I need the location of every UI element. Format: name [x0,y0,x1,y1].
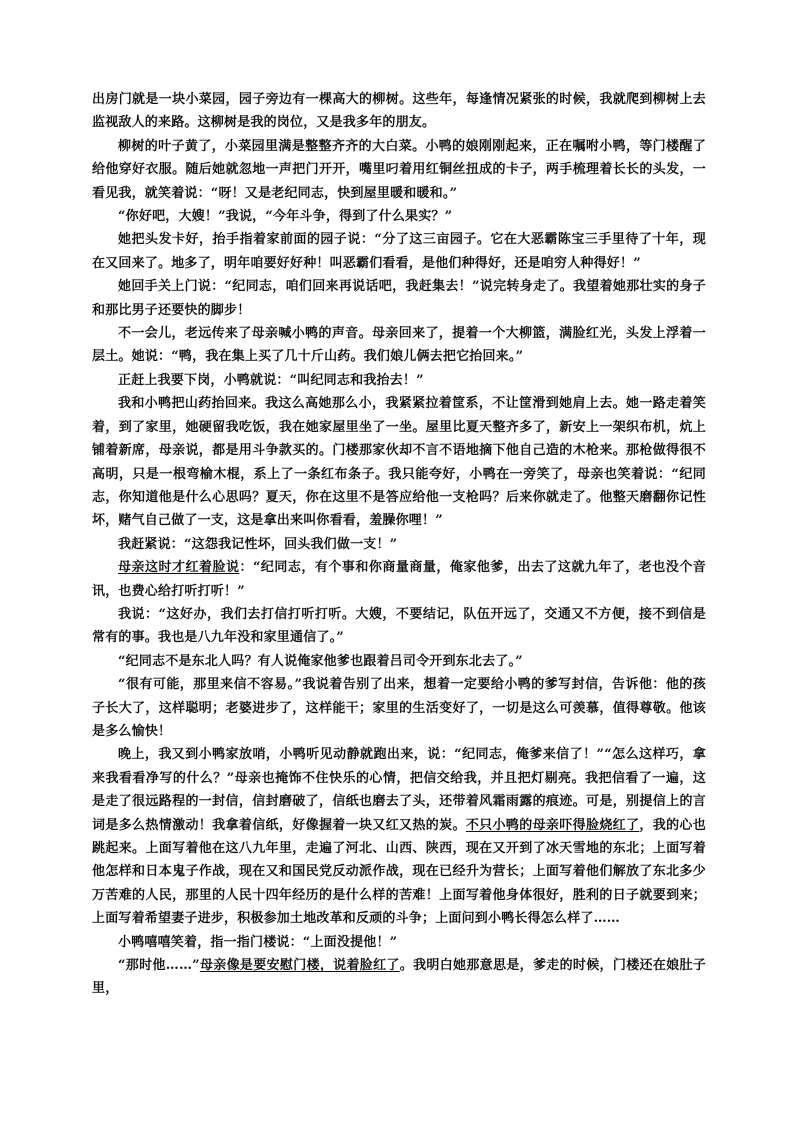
document-page [92,88,706,1001]
paragraph-text: ，我的心也跳起来。上面写着他在这八九年里，走遍了河北、山西、陕西，现在又开到了冰天雪地的东北；上面写着他怎样和日本鬼子作战，现在又和国民党反动派作战，现在已经升为营长；上面写着他们解放了东北多少万苦难的人民，那里的人民十四年经历的是什么样的苦难！上面写着他身体很好，胜利的日子就要到来；上面写着希望妻子进步，积极参加土地改革和反顽的斗争；上面问到小鸭长得怎么样了…… [92,817,706,927]
paragraph: 柳树的叶子黄了，小菜园里满是整整齐齐的大白菜。小鸭的娘刚刚起来，正在嘱咐小鸭，等门楼醒了给他穿好衣服。随后她就忽地一声把门开开，嘴里叼着用红铜丝扭成的卡子，两手梳理着长长的头发，一看见我，就笑着说：“呀！又是老纪同志，快到屋里暖和暖和。” [92,138,706,201]
paragraph: 小鸭嘻嘻笑着，指一指门楼说：“上面没提他！” [118,934,398,950]
paragraph-text: 。我明白她那意思是，爹走的时候，门楼还在娘肚子里， [92,958,706,997]
paragraph: “你好吧，大嫂！”我说，“今年斗争，得到了什么果实？” [118,209,453,225]
paragraph: 正赶上我要下岗，小鸭就说：“叫纪同志和我抬去！” [118,372,424,388]
paragraph: “很有可能，那里来信不容易。”我说着告别了出来，想着一定要给小鸭的爹写封信，告诉他：他的孩子长大了，这样聪明；老婆进步了，这样能干；家里的生活变好了，一切是这么可羡慕，值得尊敬。他该是多么愉快！ [92,677,706,739]
underlined-phrase: 母亲像是要安慰门楼，说着脸红了 [199,958,400,974]
paragraph: 她回手关上门说：“纪同志，咱们回来再说话吧，我赶集去！”说完转身走了。我望着她那壮实的身子和那比男子还要快的脚步！ [92,279,706,318]
paragraph-text: “那时他……” [118,958,200,974]
paragraph: 我赶紧说：“这怨我记性坏，回头我们做一支！” [118,536,398,552]
paragraph: 我说：“这好办，我们去打信打听打听。大嫂，不要结记，队伍开远了，交通又不方便，接不到信是常有的事。我也是八九年没和家里通信了。” [92,606,706,646]
underlined-phrase: 不只小鸭的母亲吓得脸烧红了 [465,817,640,833]
paragraph: 出房门就是一块小菜园，园子旁边有一棵高大的柳树。这些年，每逢情况紧张的时候，我就爬到柳树上去监视敌人的来路。这柳树是我的岗位，又是我多年的朋友。 [92,92,706,131]
paragraph: 我和小鸭把山药抬回来。我这么高她那么小，我紧紧拉着筐系，不让筐滑到她肩上去。她一路走着笑着，到了家里，她硬留我吃饭，我在她家屋里坐了一坐。屋里比夏天整齐多了，新安上一架织布机，炕上铺着新席，母亲说，都是用斗争款买的。门楼那家伙却不言不语地摘下他自己造的木枪来。那枪做得很不高明，只是一根弯榆木棍，系上了一条红布条子。我只能夸好，小鸭在一旁笑了，母亲也笑着说：“纪同志，你知道他是什么心思吗？夏天，你在这里不是答应给他一支枪吗？后来你就走了。他整天磨翻你记性坏，赌气自己做了一支，这是拿出来叫你看看，羞臊你哩！” [92,396,706,529]
paragraph: “纪同志不是东北人吗？有人说俺家他爹也跟着吕司令开到东北去了。” [118,653,523,669]
paragraph [92,556,706,603]
paragraph [92,954,706,1001]
paragraph: 不一会儿，老远传来了母亲喊小鸭的声音。母亲回来了，提着一个大柳篮，满脸红光，头发上浮着一层土。她说：“鸭，我在集上买了几十斤山药。我们娘儿俩去把它抬回来。” [92,326,706,365]
underlined-phrase: 母亲这时才红着脸说 [118,560,240,576]
paragraph: 她把头发卡好，抬手指着家前面的园子说：“分了这三亩园子。它在大恶霸陈宝三手里待了十年，现在又回来了。地多了，明年咱要好好种！叫恶霸们看看，是他们种得好，还是咱穷人种得好！” [92,232,706,271]
paragraph-text: 晚上，我又到小鸭家放哨，小鸭听见动静就跑出来，说：“纪同志，俺爹来信了！”“怎么这样巧，拿来我看看净写的什么？”母亲也掩饰不住快乐的心情，把信交给我，并且把灯剔亮。我把信看了一遍，这是走了很远路程的一封信，信封磨破了，信纸也磨去了头，还带着风霜雨露的痕迹。可是，别提信上的言词是多么热情激动！我拿着信纸，好像握着一块又红又热的炭。 [92,747,706,833]
paragraph [92,743,706,930]
paragraph-text: ：“纪同志，有个事和你商量商量，俺家他爹，出去了这就九年了，老也没个音讯，也费心给打听打听！” [92,560,706,599]
